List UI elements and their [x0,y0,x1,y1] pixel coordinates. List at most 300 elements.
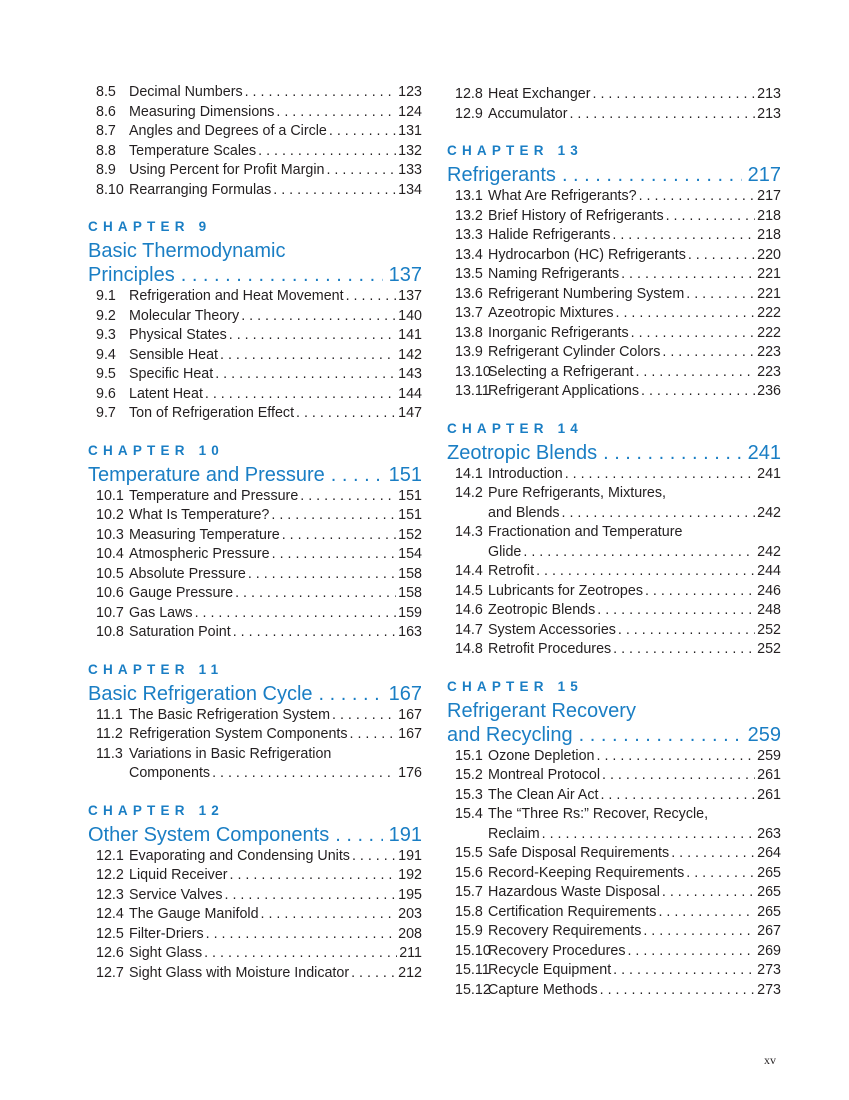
section-title[interactable]: The Basic Refrigeration System [129,706,331,723]
chapter-label: CHAPTER 11 [88,661,224,677]
toc-right-column [447,85,781,1000]
section-page-number: 223 [757,363,781,380]
section-number: 13.5 [455,266,483,282]
chapter-page-number: 151 [388,463,422,486]
section-number: 15.5 [455,845,483,861]
section-title[interactable]: Certification Requirements [488,903,657,920]
section-number: 14.4 [455,563,483,579]
dot-leader [597,747,756,767]
dot-leader [229,326,396,346]
toc-entry[interactable] [88,385,422,405]
section-number: 9.5 [96,366,116,382]
section-title[interactable]: Service Valves [129,886,223,903]
section-number: 13.11 [455,383,490,399]
section-title[interactable]: Molecular Theory [129,307,240,324]
toc-entry[interactable] [447,747,781,767]
section-page-number: 236 [757,383,781,399]
dot-leader [616,304,756,324]
section-page-number: 265 [757,884,781,900]
toc-entry[interactable] [88,866,422,886]
section-title[interactable]: Temperature and Pressure [129,487,299,504]
toc-entry[interactable] [88,964,422,984]
section-number: 13.6 [455,285,483,302]
chapter-page-number: 191 [388,823,422,846]
chapter-section [447,419,781,660]
toc-entry[interactable] [447,207,781,227]
chapter-title-text[interactable]: Zeotropic Blends [447,441,598,464]
section-page-number: 158 [398,585,422,601]
section-number: 9.2 [96,307,116,324]
toc-entry[interactable] [88,404,422,424]
dot-leader [271,506,396,526]
section-page-number: 144 [398,385,422,402]
dot-leader [245,83,397,103]
section-title[interactable]: Reclaim [488,825,540,842]
section-continued [88,83,422,200]
dot-leader [272,545,397,565]
section-number: 10.5 [96,565,124,582]
section-title[interactable]: Capture Methods [488,981,598,998]
section-title[interactable]: Absolute Pressure [129,565,246,582]
section-page-number: 220 [757,246,781,263]
toc-entry[interactable] [447,562,781,582]
section-number: 10.7 [96,604,124,621]
section-number: 15.3 [455,786,483,803]
section-number: 13.1 [455,188,483,204]
dot-leader [662,883,755,903]
dot-leader [351,964,396,984]
page-number: xv [764,1053,776,1067]
toc-entry[interactable] [88,545,422,565]
section-title[interactable]: Latent Heat [129,385,203,402]
section-title[interactable]: Gas Laws [129,604,193,621]
chapter-title[interactable] [447,163,781,187]
section-title[interactable]: The Clean Air Act [488,786,599,803]
toc-entry[interactable] [88,307,422,327]
section-page-number: 244 [757,563,781,579]
section-page-number: 248 [757,602,781,618]
toc-entry[interactable] [88,623,422,643]
section-number: 10.4 [96,546,124,562]
section-page-number: 133 [398,162,422,178]
section-title[interactable]: Decimal Numbers [129,84,243,100]
section-number: 15.7 [455,884,483,900]
section-title[interactable]: Azeotropic Mixtures [488,305,614,321]
toc-entry[interactable] [88,365,422,385]
dot-leader [248,565,396,585]
section-title[interactable]: Zeotropic Blends [488,602,596,618]
section-title[interactable]: What Is Temperature? [129,507,270,523]
dot-leader [542,825,756,845]
section-page-number: 208 [398,925,422,942]
chapter-label: CHAPTER 12 [88,802,225,818]
toc-entry[interactable] [447,640,781,660]
section-page-number: 213 [757,105,781,122]
chapter-label: CHAPTER 13 [447,143,584,158]
toc-entry[interactable] [447,187,781,207]
toc-entry[interactable] [88,506,422,526]
toc-entry[interactable] [447,981,781,1001]
section-page-number: 211 [399,945,422,961]
chapter-page-number: 259 [747,723,781,746]
section-title[interactable]: System Accessories [488,621,616,638]
section-page-number: 147 [398,405,422,421]
section-title[interactable]: Lubricants for Zeotropes [488,582,643,599]
chapter-title[interactable] [88,463,422,487]
toc-entry[interactable] [88,886,422,906]
toc-entry[interactable] [447,582,781,602]
section-title[interactable]: Heat Exchanger [488,86,591,102]
section-title[interactable]: Evaporating and Condensing Units [129,847,350,864]
toc-entry[interactable] [447,786,781,806]
toc-entry[interactable] [447,105,781,125]
chapter-page-number: 241 [747,441,781,464]
section-title[interactable]: Temperature Scales [129,142,257,159]
section-title[interactable]: Refrigerant Numbering System [488,285,685,302]
section-title[interactable]: Physical States [129,327,227,343]
section-number: 10.6 [96,585,124,601]
section-title[interactable]: Refrigerant Cylinder Colors [488,344,661,360]
section-number: 14.2 [455,485,483,501]
section-page-number: 265 [757,864,781,881]
section-title[interactable]: Hazardous Waste Disposal [488,884,660,900]
section-title[interactable]: Components [129,765,211,781]
toc-entry[interactable] [447,265,781,285]
section-page-number: 212 [398,964,422,981]
section-number: 13.3 [455,227,483,243]
section-page-number: 203 [398,906,422,922]
section-page-number: 123 [398,84,422,100]
section-page-number: 213 [757,86,781,102]
toc-entry[interactable] [447,484,781,504]
toc-entry[interactable] [88,565,422,585]
section-title[interactable]: Atmospheric Pressure [129,546,270,562]
section-page-number: 221 [757,285,781,302]
section-page-number: 273 [757,962,781,978]
section-title[interactable]: Selecting a Refrigerant [488,363,634,380]
section-title[interactable]: What Are Refrigerants? [488,188,637,204]
toc-entry[interactable] [447,504,781,524]
section-page-number: 265 [757,903,781,920]
section-title[interactable]: The “Three Rs:” Recover, Recycle, [488,806,709,822]
section-number: 13.9 [455,344,483,360]
dot-leader [282,526,396,546]
chapter-page-number: 137 [388,264,422,286]
section-title[interactable]: Hydrocarbon (HC) Refrigerants [488,246,686,263]
section-number: 15.1 [455,747,483,764]
section-title[interactable]: Sight Glass [129,945,203,961]
toc-entry[interactable] [447,961,781,981]
dot-leader [230,866,397,886]
toc-entry[interactable] [447,766,781,786]
dot-leader [666,207,756,227]
section-number: 8.9 [96,162,116,178]
section-title[interactable]: Sensible Heat [129,346,219,363]
section-title[interactable]: Fractionation and Temperature [488,524,683,540]
section-number: 9.7 [96,405,116,421]
section-title[interactable]: Variations in Basic Refrigeration [129,745,332,762]
dot-leader [639,187,756,207]
toc-entry[interactable] [88,847,422,867]
dot-leader [613,961,755,981]
section-title[interactable]: Using Percent for Profit Margin [129,162,325,178]
section-number: 14.3 [455,524,483,540]
section-number: 9.6 [96,385,116,402]
section-page-number: 242 [757,504,781,521]
section-number: 14.5 [455,582,483,599]
section-title[interactable]: Retrofit [488,563,535,579]
toc-entry[interactable] [447,304,781,324]
chapter-title[interactable] [88,682,422,706]
section-number: 13.8 [455,324,483,341]
toc-entry[interactable] [88,122,422,142]
toc-entry[interactable] [447,864,781,884]
toc-entry[interactable] [447,343,781,363]
dot-leader [688,246,755,266]
dot-leader [643,922,755,942]
toc-entry[interactable] [88,925,422,945]
chapter-title-text[interactable]: Temperature and Pressure [88,463,325,486]
dot-leader [258,142,396,162]
toc-entry[interactable] [88,326,422,346]
toc-entry[interactable] [447,903,781,923]
section-page-number: 241 [757,465,781,482]
toc-entry[interactable] [88,103,422,123]
section-title[interactable]: Angles and Degrees of a Circle [129,123,327,139]
chapter-section [88,217,422,424]
section-number: 15.4 [455,806,483,822]
toc-entry[interactable] [88,725,422,745]
dot-leader [612,226,755,246]
section-title[interactable]: Saturation Point [129,624,231,640]
section-title[interactable]: Naming Refrigerants [488,266,620,282]
section-title[interactable]: Brief History of Refrigerants [488,207,664,224]
section-number: 12.7 [96,964,124,981]
section-number: 13.2 [455,207,483,224]
section-title[interactable]: Safe Disposal Requirements [488,845,670,861]
toc-entry[interactable] [88,142,422,162]
toc-entry[interactable] [447,226,781,246]
chapter-title[interactable] [88,263,422,287]
section-title[interactable]: Pure Refrigerants, Mixtures, [488,485,666,501]
toc-entry[interactable] [447,85,781,105]
section-title[interactable]: Sight Glass with Moisture Indicator [129,964,350,981]
toc-entry[interactable] [88,745,422,765]
section-title[interactable]: Recovery Procedures [488,942,626,959]
toc-entry[interactable] [88,181,422,201]
toc-entry[interactable] [88,764,422,784]
toc-entry[interactable] [88,905,422,925]
dot-leader [631,324,755,344]
section-page-number: 143 [398,366,422,382]
dot-leader [562,163,742,187]
section-number: 15.2 [455,767,483,783]
dot-leader [641,382,755,402]
dot-leader [195,604,397,624]
section-page-number: 261 [757,786,781,803]
chapter-section [88,801,422,984]
section-number: 10.3 [96,526,124,543]
toc-entry[interactable] [88,526,422,546]
chapter-title-text[interactable]: Refrigerants [447,164,556,186]
toc-entry[interactable] [447,246,781,266]
toc-entry[interactable] [88,604,422,624]
section-page-number: 176 [398,765,422,781]
section-page-number: 140 [398,307,422,324]
chapter-title[interactable] [88,823,422,847]
chapter-title[interactable] [447,699,781,723]
chapter-title[interactable] [447,441,781,465]
section-page-number: 154 [398,546,422,562]
dot-leader [523,543,755,563]
section-number: 11.2 [96,726,123,742]
section-number: 14.6 [455,602,483,618]
section-title[interactable]: Gauge Pressure [129,585,234,601]
section-title[interactable]: The Gauge Manifold [129,906,259,922]
toc-entry[interactable] [447,621,781,641]
section-page-number: 222 [757,305,781,321]
section-title[interactable]: Accumulator [488,105,568,122]
section-number: 11.1 [96,706,123,723]
section-number: 12.3 [96,886,124,903]
chapter-label: CHAPTER 9 [88,219,212,234]
toc-entry[interactable] [447,543,781,563]
chapter-title[interactable] [447,723,781,747]
chapter-title-text[interactable]: and Recycling [447,723,573,746]
section-title[interactable]: and Blends [488,504,560,521]
section-page-number: 223 [757,344,781,360]
section-number: 15.12 [455,981,491,998]
section-page-number: 142 [398,346,422,363]
toc-entry[interactable] [447,942,781,962]
section-page-number: 218 [757,227,781,243]
toc-entry[interactable] [447,363,781,383]
section-page-number: 163 [398,624,422,640]
section-page-number: 222 [757,324,781,341]
dot-leader [300,487,396,507]
section-title[interactable]: Measuring Temperature [129,526,280,543]
toc-entry[interactable] [88,584,422,604]
section-page-number: 124 [398,103,422,120]
section-number: 14.8 [455,641,483,657]
dot-leader [326,161,396,181]
section-title[interactable]: Halide Refrigerants [488,227,611,243]
dot-leader [645,582,755,602]
toc-entry[interactable] [447,465,781,485]
dot-leader [621,265,755,285]
section-title[interactable]: Filter-Driers [129,925,204,942]
chapter-title[interactable] [88,239,422,263]
section-number: 8.7 [96,123,116,139]
toc-entry[interactable] [447,601,781,621]
section-title[interactable]: Ton of Refrigeration Effect [129,405,295,421]
section-number: 15.9 [455,923,483,939]
section-number: 11.3 [96,745,123,762]
section-title[interactable]: Refrigeration and Heat Movement [129,288,344,304]
section-title[interactable]: Ozone Depletion [488,747,595,764]
toc-entry[interactable] [447,844,781,864]
dot-leader [565,465,755,485]
section-continued [447,85,781,124]
dot-leader [205,385,396,405]
section-number: 13.7 [455,305,483,321]
chapter-section [88,441,422,643]
section-title[interactable]: Specific Heat [129,366,214,382]
chapter-title-text[interactable]: Refrigerant Recovery [447,699,636,722]
chapter-title-text[interactable]: Principles [88,264,175,286]
section-number: 14.7 [455,621,483,638]
dot-leader [235,584,396,604]
dot-leader [658,903,755,923]
toc-entry[interactable] [447,825,781,845]
section-number: 15.10 [455,942,491,959]
section-title[interactable]: Retrofit Procedures [488,641,612,657]
toc-entry[interactable] [447,883,781,903]
section-title[interactable]: Refrigeration System Components [129,726,348,742]
section-page-number: 263 [757,825,781,842]
section-title[interactable]: Rearranging Formulas [129,181,272,198]
chapter-title-text[interactable]: Basic Thermodynamic [88,240,286,262]
toc-entry[interactable] [447,382,781,402]
chapter-label: CHAPTER 14 [447,420,584,436]
chapter-section [447,677,781,1001]
dot-leader [346,287,397,307]
dot-leader [593,85,756,105]
section-title[interactable]: Recovery Requirements [488,923,642,939]
section-page-number: 131 [398,123,422,139]
section-page-number: 192 [398,867,422,883]
toc-entry[interactable] [447,922,781,942]
toc-entry[interactable] [447,324,781,344]
toc-entry[interactable] [447,523,781,543]
toc-entry[interactable] [88,83,422,103]
section-page-number: 217 [757,188,781,204]
dot-leader [602,766,755,786]
toc-entry[interactable] [88,287,422,307]
section-title[interactable]: Glide [488,543,522,560]
toc-entry[interactable] [88,487,422,507]
section-title[interactable]: Record-Keeping Requirements [488,864,685,881]
dot-leader [215,365,396,385]
section-title[interactable]: Introduction [488,465,563,482]
section-number: 10.2 [96,507,124,523]
toc-entry[interactable] [88,944,422,964]
toc-entry[interactable] [88,346,422,366]
section-title[interactable]: Liquid Receiver [129,867,228,883]
dot-leader [206,925,396,945]
section-number: 9.4 [96,346,116,363]
section-number: 15.8 [455,903,483,920]
section-page-number: 159 [398,604,422,621]
toc-entry[interactable] [88,706,422,726]
toc-entry[interactable] [447,285,781,305]
toc-entry[interactable] [88,161,422,181]
toc-entry[interactable] [447,805,781,825]
section-number: 12.4 [96,906,124,922]
chapter-title-text[interactable]: Basic Refrigeration Cycle [88,682,313,705]
section-title[interactable]: Montreal Protocol [488,767,601,783]
section-page-number: 134 [398,181,422,198]
dot-leader [241,307,396,327]
section-title[interactable]: Inorganic Refrigerants [488,324,629,341]
dot-leader [350,725,397,745]
section-title[interactable]: Measuring Dimensions [129,103,275,120]
chapter-title-text[interactable]: Other System Components [88,823,330,846]
section-page-number: 137 [398,288,422,304]
dot-leader [569,105,755,125]
section-title[interactable]: Recycle Equipment [488,962,612,978]
section-title[interactable]: Refrigerant Applications [488,383,639,399]
